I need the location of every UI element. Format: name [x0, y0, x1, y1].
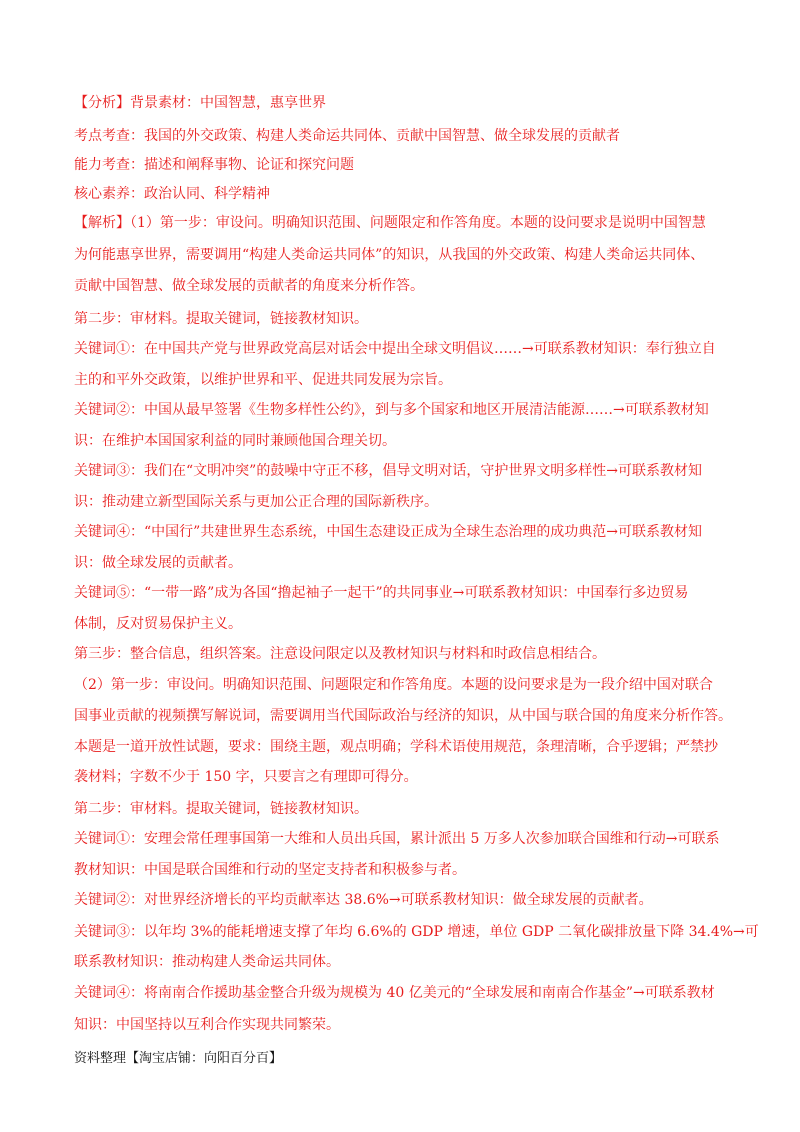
text-line: 关键词②：对世界经济增长的平均贡献率达 38.6%→可联系教材知识：做全球发展的贡献者。	[74, 892, 653, 908]
text-line: 贡献中国智慧、做全球发展的贡献者的角度来分析作答。	[74, 278, 424, 294]
text-line: 考点考查：我国的外交政策、构建人类命运共同体、贡献中国智慧、做全球发展的贡献者	[74, 128, 620, 144]
text-line: 关键词③：我们在“文明冲突”的鼓噪中守正不移，倡导文明对话，守护世界文明多样性→可联系教材知	[74, 463, 703, 479]
text-line: 国事业贡献的视频撰写解说词，需要调用当代国际政治与经济的知识，从中国与联合国的角度来分析作答。	[74, 708, 732, 724]
text-line: 教材知识：中国是联合国维和行动的坚定支持者和积极参与者。	[74, 862, 466, 878]
text-line: 【分析】背景素材：中国智慧，惠享世界	[74, 95, 326, 111]
text-line: （2）第一步：审设问。明确知识范围、问题限定和作答角度。本题的设问要求是为一段介绍中国对联合	[74, 677, 713, 693]
text-line: 知识：中国坚持以互利合作实现共同繁荣。	[74, 1017, 340, 1033]
text-line: 关键词②：中国从最早签署《生物多样性公约》，到与多个国家和地区开展清洁能源……→可联系教材知	[74, 402, 709, 418]
footer-note: 资料整理【淘宝店铺：向阳百分百】	[74, 1051, 283, 1066]
text-line: 联系教材知识：推动构建人类命运共同体。	[74, 954, 340, 970]
text-line: 第二步：审材料。提取关键词，链接教材知识。	[74, 801, 368, 817]
text-line: 关键词③：以年均 3%的能耗增速支撑了年均 6.6%的 GDP 增速，单位 GDP 二氧化碳排放量下降 34.4%→可	[74, 924, 759, 940]
text-line: 识：推动建立新型国际关系与更加公正合理的国际新秩序。	[74, 494, 438, 510]
text-line: 第三步：整合信息，组织答案。注意设问限定以及教材知识与材料和时政信息相结合。	[74, 646, 606, 662]
text-line: 第二步：审材料。提取关键词，链接教材知识。	[74, 311, 368, 327]
text-line: 本题是一道开放性试题，要求：围绕主题，观点明确；学科术语使用规范，条理清晰，合乎逻辑；严禁抄	[74, 739, 718, 755]
text-line: 识：在维护本国国家利益的同时兼顾他国合理关切。	[74, 433, 396, 449]
text-line: 【解析】（1）第一步：审设问。明确知识范围、问题限定和作答角度。本题的设问要求是说明中国智慧	[74, 215, 706, 231]
text-line: 关键词④：“中国行”共建世界生态系统，中国生态建设正成为全球生态治理的成功典范→可联系教材知	[74, 524, 703, 540]
text-line: 袭材料；字数不少于 150 字，只要言之有理即可得分。	[74, 769, 418, 785]
text-line: 主的和平外交政策，以维护世界和平、促进共同发展为宗旨。	[74, 372, 452, 388]
text-line: 能力考查：描述和阐释事物、论证和探究问题	[74, 157, 354, 173]
text-line: 核心素养：政治认同、科学精神	[74, 186, 270, 202]
text-line: 关键词①：安理会常任理事国第一大维和人员出兵国，累计派出 5 万多人次参加联合国维和行动→可联系	[74, 831, 720, 847]
text-line: 关键词⑤：“一带一路”成为各国“撸起袖子一起干”的共同事业→可联系教材知识：中国奉行多边贸易	[74, 585, 689, 601]
text-line: 体制，反对贸易保护主义。	[74, 616, 242, 632]
text-line: 关键词①：在中国共产党与世界政党高层对话会中提出全球文明倡议……→可联系教材知识：奉行独立自	[74, 341, 716, 357]
text-line: 关键词④：将南南合作援助基金整合升级为规模为 40 亿美元的“全球发展和南南合作基金”→可联系教材	[74, 985, 715, 1001]
text-line: 为何能惠享世界，需要调用“构建人类命运共同体”的知识，从我国的外交政策、构建人类命运共同体、	[74, 247, 705, 263]
text-line: 识：做全球发展的贡献者。	[74, 555, 242, 571]
